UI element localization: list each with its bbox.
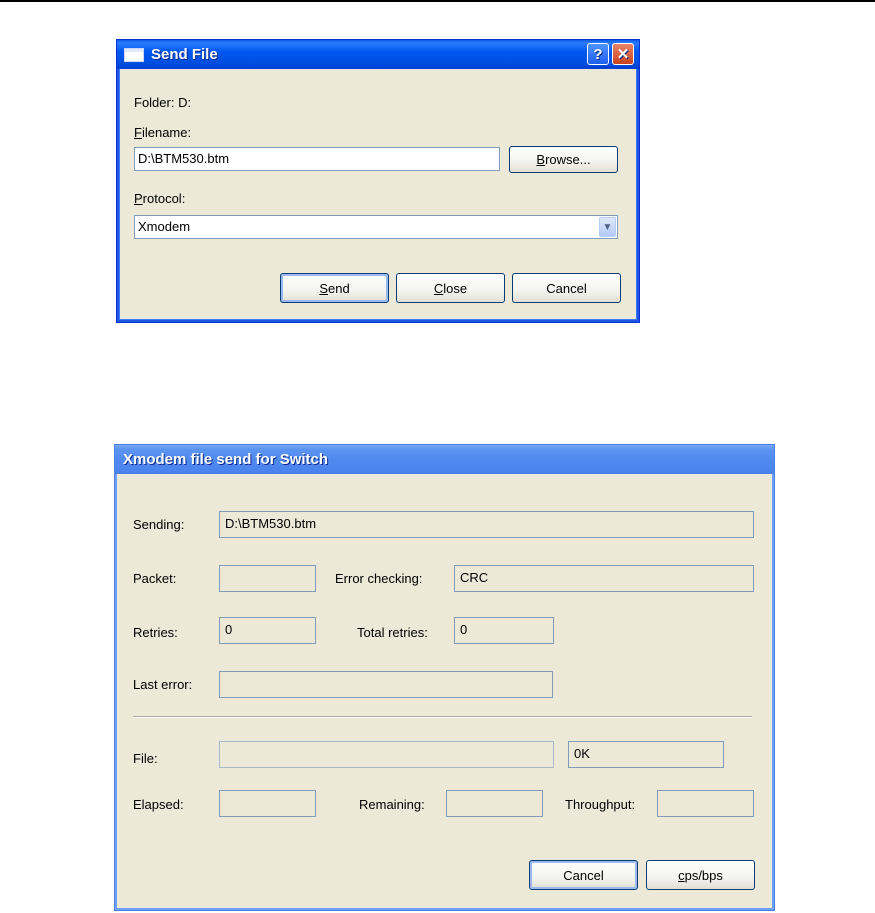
send-file-title: Send File — [151, 46, 218, 63]
protocol-select[interactable] — [134, 215, 618, 239]
folder-label: Folder: D: — [134, 95, 192, 110]
elapsed-label: Elapsed: — [133, 797, 184, 812]
cancel-button[interactable]: Cancel — [512, 273, 621, 303]
last-error-field — [219, 671, 553, 698]
last-error-label: Last error: — [133, 677, 193, 692]
sending-field: D:\BTM530.btm — [219, 511, 754, 538]
packet-label: Packet: — [133, 571, 177, 586]
cps-bps-button[interactable]: c ps/bps — [646, 860, 755, 890]
xmodem-cancel-button[interactable]: Cancel — [529, 860, 638, 890]
throughput-field — [657, 790, 754, 817]
send-file-body — [120, 69, 636, 319]
remaining-field — [446, 790, 543, 817]
error-checking-field: CRC — [454, 565, 754, 592]
send-file-dialog — [116, 39, 640, 323]
sending-label: Sending: — [133, 517, 185, 532]
help-icon[interactable]: ? — [587, 43, 609, 65]
close-icon[interactable]: ✕ — [612, 43, 634, 65]
send-button[interactable]: S end — [280, 273, 389, 303]
browse-button[interactable]: B rowse... — [509, 146, 618, 173]
filename-label: Filename: — [134, 125, 192, 140]
close-button[interactable]: C lose — [396, 273, 505, 303]
packet-field — [219, 565, 316, 592]
xmodem-dialog — [114, 444, 775, 911]
separator — [133, 716, 752, 718]
retries-field: 0 — [219, 617, 316, 644]
retries-label: Retries: — [133, 625, 178, 640]
chevron-down-icon[interactable]: ▼ — [599, 217, 616, 237]
file-size-field: 0K — [568, 741, 724, 768]
xmodem-titlebar[interactable] — [115, 445, 774, 474]
file-label: File: — [133, 751, 158, 766]
remaining-label: Remaining: — [359, 797, 425, 812]
throughput-label: Throughput: — [565, 797, 636, 812]
total-retries-field: 0 — [454, 617, 554, 644]
protocol-selected-value: Xmodem — [138, 219, 191, 234]
xmodem-title: Xmodem file send for Switch — [123, 451, 329, 468]
xmodem-body — [118, 474, 771, 907]
window-icon — [124, 48, 144, 62]
elapsed-field — [219, 790, 316, 817]
page-top-rule — [0, 0, 875, 2]
send-file-titlebar[interactable] — [117, 40, 639, 69]
error-checking-label: Error checking: — [335, 571, 423, 586]
filename-input[interactable]: D:\BTM530.btm — [134, 147, 500, 171]
protocol-label: Protocol: — [134, 191, 186, 206]
file-progress-bar — [219, 741, 554, 768]
total-retries-label: Total retries: — [357, 625, 428, 640]
